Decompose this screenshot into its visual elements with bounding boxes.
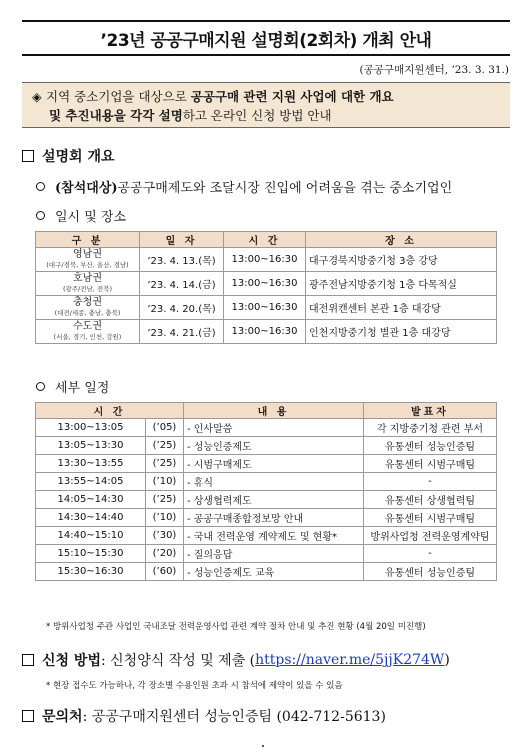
- time-cell: 13:00~16:30: [224, 272, 306, 296]
- content-cell: - 상생협력제도: [183, 491, 363, 509]
- duration-cell: (’20): [146, 545, 184, 563]
- summary-box: [22, 82, 510, 128]
- place-cell: 대구경북지방중기청 3층 강당: [306, 248, 497, 272]
- content-cell: - 공공구매종합정보망 안내: [183, 509, 363, 527]
- duration-cell: (’10): [146, 509, 184, 527]
- table-row: [36, 563, 497, 581]
- duration-cell: (’60): [146, 563, 184, 581]
- time-cell: 13:30~13:55: [36, 455, 146, 473]
- content-cell: - 성능인증제도: [183, 437, 363, 455]
- table-row: [36, 296, 497, 320]
- region-name: 영남권: [73, 248, 102, 260]
- apply-link[interactable]: https://naver.me/5jjK274W: [255, 652, 445, 668]
- speaker-cell: 유통센터 성능인증팀: [363, 437, 496, 455]
- time-cell: 14:30~14:40: [36, 509, 146, 527]
- region-cell: [36, 296, 140, 320]
- time-cell: 14:05~14:30: [36, 491, 146, 509]
- diamond-bullet-icon: ◈: [32, 89, 42, 104]
- venue-col-date: 일 자: [140, 232, 224, 248]
- contact-text: : 공공구매지원센터 성능인증팀 (042-712-5613): [82, 709, 386, 725]
- schedule-table: [35, 402, 497, 581]
- table-row: [36, 545, 497, 563]
- speaker-cell: 방위사업청 전력운영계약팀: [363, 527, 496, 545]
- region-areas: (광주/전남, 전북): [62, 284, 113, 293]
- schedule-heading-text: 세부 일정: [55, 381, 110, 396]
- summary-bold-1: 공공구매 관련 지원 사업에 대한 개요: [190, 89, 394, 104]
- duration-cell: (’30): [146, 527, 184, 545]
- time-cell: 13:00~16:30: [224, 320, 306, 344]
- region-cell: [36, 320, 140, 344]
- schedule-col-speaker: 발표자: [363, 403, 496, 419]
- time-cell: 13:00~13:05: [36, 419, 146, 437]
- issuer-date: (공공구매지원센터, ’23. 3. 31.): [359, 64, 509, 76]
- table-row: [36, 455, 497, 473]
- venue-table: [35, 231, 497, 344]
- section-overview-label: 설명회 개요: [42, 149, 115, 165]
- apply-label: 신청 방법: [42, 653, 101, 669]
- summary-text-2: 하고 온라인 신청 방법 안내: [182, 108, 332, 123]
- region-name: 충청권: [73, 296, 102, 308]
- target-label: (참석대상): [55, 181, 118, 196]
- place-cell: 광주전남지방중기청 1층 다목적실: [306, 272, 497, 296]
- venue-col-region: 구 분: [36, 232, 140, 248]
- duration-cell: (’25): [146, 491, 184, 509]
- speaker-cell: 유통센터 상생협력팀: [363, 491, 496, 509]
- content-cell: - 시범구매제도: [183, 455, 363, 473]
- section-overview: [22, 146, 115, 166]
- date-cell: ’23. 4. 14.(금): [140, 272, 224, 296]
- time-cell: 13:00~16:30: [224, 296, 306, 320]
- table-row: [36, 272, 497, 296]
- summary-text-1: 지역 중소기업을 대상으로: [46, 89, 191, 104]
- apply-close: ): [444, 652, 450, 668]
- speaker-cell: 유통센터 시범구매팀: [363, 509, 496, 527]
- content-cell: - 성능인증제도 교육: [183, 563, 363, 581]
- duration-cell: (’25): [146, 455, 184, 473]
- duration-cell: (’25): [146, 437, 184, 455]
- venue-col-time: 시 간: [224, 232, 306, 248]
- time-cell: 13:00~16:30: [224, 248, 306, 272]
- circle-bullet-icon: [36, 211, 45, 220]
- checkbox-square-icon: [22, 150, 34, 162]
- venue-col-place: 장 소: [306, 232, 497, 248]
- region-areas: (서울, 경기, 인천, 강원): [53, 332, 122, 341]
- time-cell: 13:55~14:05: [36, 473, 146, 491]
- region-cell: [36, 248, 140, 272]
- date-cell: ’23. 4. 13.(목): [140, 248, 224, 272]
- schedule-footnote: * 방위사업청 주관 사업인 국내조달 전력운영사업 관련 계약 절차 안내 및 추진 현황 (4월 20일 미진행): [46, 622, 426, 632]
- speaker-cell: 유통센터 성능인증팀: [363, 563, 496, 581]
- duration-cell: (’10): [146, 473, 184, 491]
- circle-bullet-icon: [36, 182, 45, 191]
- content-cell: - 인사말씀: [183, 419, 363, 437]
- table-row: [36, 527, 497, 545]
- time-cell: 13:05~13:30: [36, 437, 146, 455]
- table-row: [36, 509, 497, 527]
- region-cell: [36, 272, 140, 296]
- page-dot: [262, 745, 264, 747]
- time-cell: 14:40~15:10: [36, 527, 146, 545]
- table-row: [36, 437, 497, 455]
- schedule-col-content: 내 용: [183, 403, 363, 419]
- speaker-cell: 각 지방중기청 관련 부서: [363, 419, 496, 437]
- table-row: [36, 491, 497, 509]
- table-row: [36, 419, 497, 437]
- content-cell: - 질의응답: [183, 545, 363, 563]
- table-row: [36, 248, 497, 272]
- schedule-col-time: 시 간: [36, 403, 184, 419]
- target-line: [36, 177, 452, 196]
- summary-bold-2: 및 추진내용을 각각 설명: [49, 108, 183, 123]
- section-apply: [22, 650, 450, 670]
- place-cell: 대전위캔센터 본관 1층 대강당: [306, 296, 497, 320]
- speaker-cell: -: [363, 473, 496, 491]
- circle-bullet-icon: [36, 382, 45, 391]
- schedule-heading: [36, 377, 109, 396]
- region-areas: (대구/경북, 부산, 울산, 경남): [46, 260, 129, 269]
- contact-label: 문의처: [42, 709, 83, 725]
- content-cell: - 국내 전력운영 계약제도 및 현황*: [183, 527, 363, 545]
- apply-footnote: * 현장 접수도 가능하나, 각 장소별 수용인원 초과 시 참석에 제약이 있을 수 있음: [46, 681, 343, 691]
- venue-header-row: [36, 232, 497, 248]
- region-name: 호남권: [73, 272, 102, 284]
- region-areas: (대전/세종, 충남, 충북): [54, 308, 121, 317]
- table-row: [36, 320, 497, 344]
- speaker-cell: 유통센터 시범구매팀: [363, 455, 496, 473]
- place-cell: 인천지방중기청 별관 1층 대강당: [306, 320, 497, 344]
- time-cell: 15:30~16:30: [36, 563, 146, 581]
- speaker-cell: -: [363, 545, 496, 563]
- section-contact: [22, 706, 386, 726]
- checkbox-square-icon: [22, 654, 34, 666]
- apply-text: : 신청양식 작성 및 제출 (: [100, 653, 256, 669]
- venue-heading-text: 일시 및 장소: [55, 210, 127, 225]
- region-name: 수도권: [73, 320, 102, 332]
- date-cell: ’23. 4. 21.(금): [140, 320, 224, 344]
- content-cell: - 휴식: [183, 473, 363, 491]
- time-cell: 15:10~15:30: [36, 545, 146, 563]
- date-cell: ’23. 4. 20.(목): [140, 296, 224, 320]
- checkbox-square-icon: [22, 710, 34, 722]
- schedule-header-row: [36, 403, 497, 419]
- venue-heading: [36, 206, 126, 225]
- table-row: [36, 473, 497, 491]
- duration-cell: (’05): [146, 419, 184, 437]
- target-text: 공공구매제도와 조달시장 진입에 어려움을 겪는 중소기업인: [117, 181, 453, 196]
- page-title: ’23년 공공구매지원 설명회(2회차) 개최 안내: [22, 20, 510, 56]
